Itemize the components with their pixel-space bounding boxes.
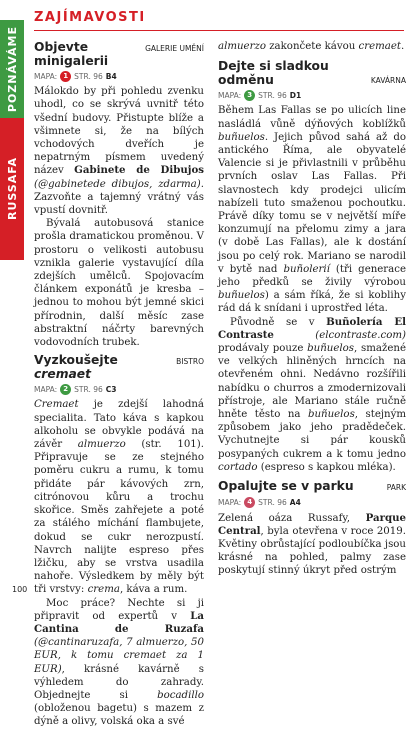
map-pin-icon: 4 <box>244 497 255 508</box>
map-pin-icon: 1 <box>60 71 71 82</box>
grid-ref: A4 <box>289 498 301 508</box>
grid-ref: B4 <box>105 72 117 81</box>
column-right <box>218 40 406 578</box>
entry-title: Objevte minigalerii <box>34 40 109 68</box>
column-left <box>34 40 204 729</box>
chapter-tab-russafa[interactable] <box>0 118 24 260</box>
entry-title: Opalujte se v parku <box>218 479 354 494</box>
grid-ref: C3 <box>105 385 117 395</box>
entry-title: Vyzkoušejte cremaet <box>34 353 118 382</box>
chapter-tab-label: POZNÁVÁME <box>5 25 19 113</box>
venue-name: La Cantina de Ruzafa <box>34 609 204 635</box>
map-reference[interactable] <box>34 383 204 396</box>
body-paragraph: Cremaet je zdejší lahodná specialita. Tato káva s kapkou alkoholu se obvykle podává na závěr almuerzo (str. 101). Připravuje se ze stejného poměru cukru a rumu, k tomu přidáte pár kávových zrn, citrónovou kůru a trochu skořice. Směs zahřejete a poté za stálého míchání flambujete, dokud se cukr nerozpustí. Navrch nalijte espreso přes lžičku, aby se vrstva usadila nahoře. Výsledkem by měly být tři vrstvy: crema, káva a rum. <box>34 399 204 596</box>
chapter-tab-label: RUSSAFA <box>5 157 19 221</box>
map-reference[interactable] <box>218 89 406 102</box>
body-paragraph: Málokdo by při pohledu zvenku uhodl, co se skrývá uvnitř této všední budovy. Přistupte blíže a všimnete si, že na bílých vchodových dveřích je nepatrným písmem uvedený název Gabinete de Dibujos (@gabinetede dibujos, zdarma). Zazvoňte a tajemný vrátný vás vpustí dovnitř. <box>34 86 204 217</box>
entry-cremaet <box>34 353 204 728</box>
grid-ref: D1 <box>289 91 302 101</box>
header-divider <box>34 30 404 31</box>
map-label: MAPA: <box>34 72 58 81</box>
venue-name: Gabinete de Dibujos <box>74 164 204 177</box>
body-paragraph: Původně se v Buñolería El Contraste (elcontraste.com) prodávaly pouze buñuelos, smažené ve velkých hliněných hrncích na otevřeném ohni. Nedávno rozšířili nabídku o churros a zmodernizovali přístroje, ale Mariano stále ručně hněte těsto na buñuelos, stejným způsobem jako jeho pradědeček. Vychutnejte si pár kousků posypaných cukrem a k tomu jedno cortado (espreso s kapkou mléka). <box>218 315 407 473</box>
page-number: 100 <box>12 585 28 594</box>
map-label: MAPA: <box>34 385 58 395</box>
map-label: MAPA: <box>218 498 242 508</box>
map-label: MAPA: <box>218 91 242 101</box>
map-reference[interactable] <box>34 70 204 83</box>
section-header: ZAJÍMAVOSTI <box>34 10 146 25</box>
page-ref: STR. 96 <box>74 72 103 81</box>
page-ref: STR. 96 <box>74 385 103 395</box>
entry-category: PARK <box>386 483 406 493</box>
entry-category: BISTRO <box>176 357 204 367</box>
entry-park <box>218 479 406 577</box>
body-paragraph: Zelená oáza Russafy, Parque Central, byla otevřena v roce 2019. Květiny obrůstající podloubíčka jsou krásné na pohled, palmy zase poskytují stinný úkryt před ostrým <box>218 511 406 577</box>
body-paragraph: Během Las Fallas se po ulicích line nasládlá vůně dýňových koblížků buñuelos. Jejich původ sahá až do antického Říma, ale obyvatelé Valencie si je přivlastnili v průběhu prvních oslav Las Fallas. Při slavnostech kdy prodejci ulicím nabízeli tuto smaženou pochoutku. Právě díky tomu se v největší míře konzumují na přelomu zimy a jara (v době Las Fallas), ale k dostání jsou po celý rok. Mariano se narodil v bytě nad buñolerií (tři generace jeho předků se živily výrobou buñuelos) a sám říká, že si koblihy rád dá k snídani i uprostřed léta. <box>218 105 406 315</box>
entry-category: KAVÁRNA <box>370 76 406 85</box>
body-paragraph: Bývalá autobusová stanice prošla dramatickou proměnou. V prostoru o velikosti autobusu vznikla galerie vystavující díla zdejších umělců. Spojovacím článkem exponátů je kresba – jednou to mohou být jemné skici přírodnin, další měsíc zase abstraktní náčrty barevných vodovodních trubek. <box>34 218 204 349</box>
chapter-tab-poznavame[interactable] <box>0 20 24 118</box>
body-paragraph-continued: almuerzo zakončete kávou cremaet. <box>218 41 405 52</box>
venue-name: Buñolería El Contraste <box>218 315 406 341</box>
body-paragraph: Moc práce? Nechte si ji připravit od expertů v La Cantina de Ruzafa (@cantinaruzafa, 7 almuerzo, 50 EUR, k tomu cremaet za 1 EUR), krásné kavárně s výhledem do zahrady. Objednejte si bocadillo (obloženou bagetu) s mazem z dýně a olivy, volská oka a své <box>34 597 204 728</box>
entry-odmenu <box>218 59 406 474</box>
map-pin-icon: 3 <box>244 90 255 101</box>
map-reference[interactable] <box>218 496 406 509</box>
page-ref: STR. 96 <box>258 91 287 101</box>
entry-title: Dejte si sladkou odměnu <box>218 59 329 88</box>
entry-galerie <box>34 40 204 349</box>
map-pin-icon: 2 <box>60 384 71 395</box>
entry-category: GALERIE UMĚNÍ <box>145 44 204 53</box>
venue-name: Parque Central <box>218 511 406 537</box>
page-ref: STR. 96 <box>258 498 287 508</box>
side-tab-strip <box>0 0 24 600</box>
